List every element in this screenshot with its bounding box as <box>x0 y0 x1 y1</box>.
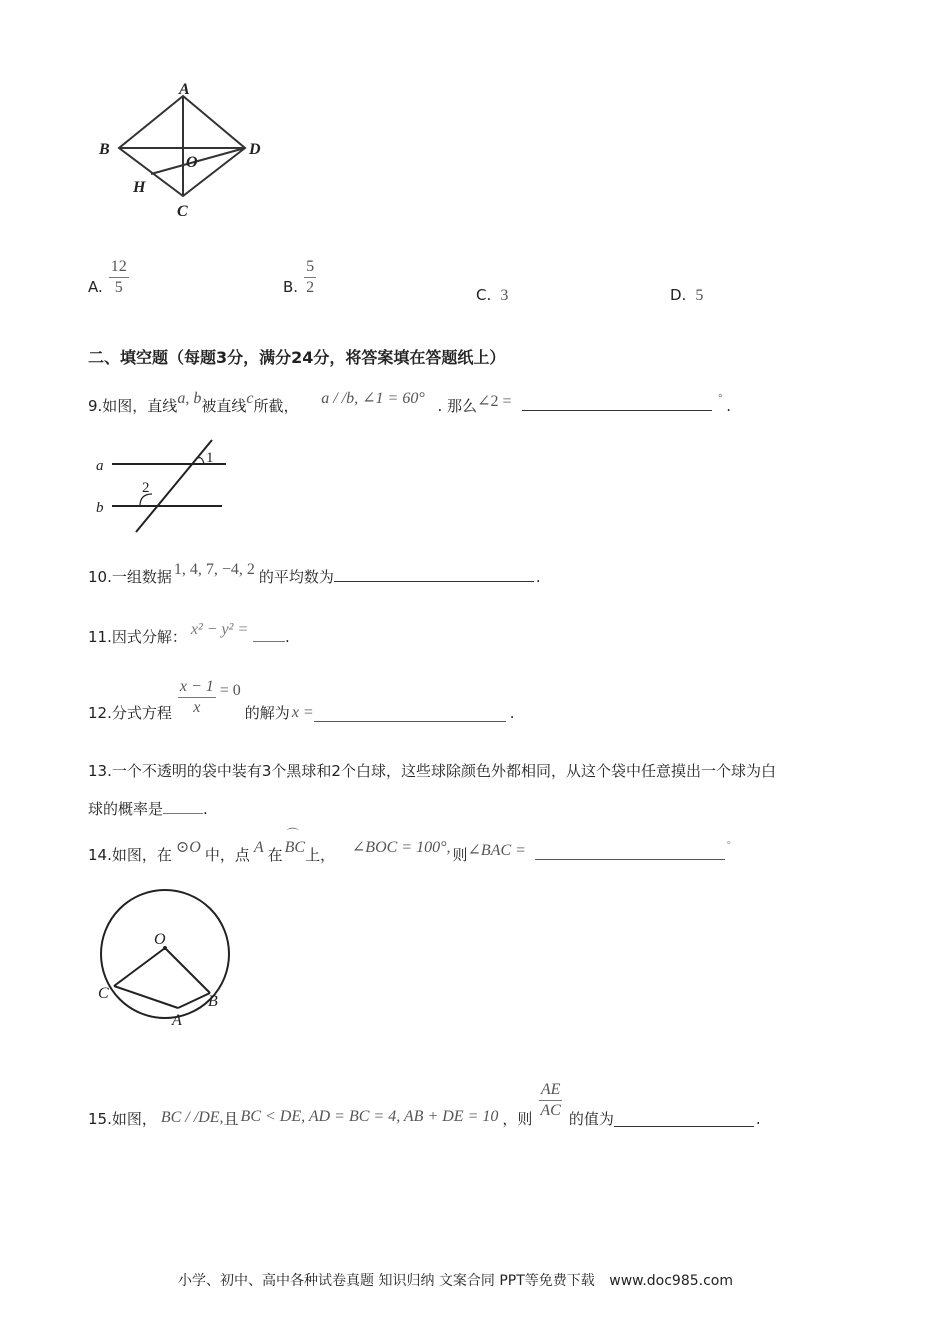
option-c-letter: C. <box>476 286 492 304</box>
answer-blank-11[interactable] <box>253 627 285 642</box>
parallel-lines-figure <box>90 436 240 536</box>
answer-blank-14[interactable] <box>535 845 725 860</box>
option-b <box>283 258 316 297</box>
label-line-b: b <box>96 500 104 516</box>
option-c <box>476 285 508 305</box>
question-15: 15.如图， BC / /DE, 且 BC < DE, AD = BC = 4, AB + DE = 10 ，则 $\frac{AE}{AC}$ 的值为 . <box>88 1081 761 1128</box>
rhombus-figure <box>95 78 275 220</box>
label-B: B <box>99 141 110 158</box>
label-B: B <box>208 993 218 1010</box>
option-a-fraction: $\frac{12}{5}$ <box>110 258 127 296</box>
footer-url[interactable]: www.doc985.com <box>609 1273 733 1289</box>
question-12: 12.分式方程 $\frac{x - 1}{x}$ = 0 的解为 x = . <box>88 678 515 722</box>
section-title: 二、填空题（每题3分，满分24分，将答案填在答题纸上） <box>88 348 506 367</box>
label-angle-1: 1 <box>206 450 214 466</box>
option-a-letter: A. <box>88 278 103 296</box>
option-d <box>670 285 703 305</box>
circle-figure <box>92 880 242 1030</box>
label-A: A <box>172 1012 182 1029</box>
label-D: D <box>249 141 261 158</box>
footer-text: 小学、初中、高中各种试卷真题 知识归纳 文案合同 PPT等免费下载 <box>178 1273 595 1289</box>
option-c-value: 3 <box>500 287 509 304</box>
option-b-fraction: $\frac{5}{2}$ <box>306 258 315 296</box>
answer-blank-13[interactable] <box>163 799 203 814</box>
fraction-ae-over-ac: $\frac{AE}{AC}$ <box>540 1081 561 1119</box>
label-O: O <box>154 931 166 948</box>
question-13-line-2: 球的概率是 . <box>88 800 208 818</box>
option-d-value: 5 <box>695 287 704 304</box>
option-a <box>88 258 129 297</box>
answer-blank-15[interactable] <box>614 1112 754 1127</box>
label-C: C <box>98 985 109 1002</box>
question-10: 10.一组数据 1, 4, 7, −4, 2 的平均数为 . <box>88 561 541 586</box>
question-11: 11.因式分解： x² − y² = . <box>88 621 290 646</box>
option-b-letter: B. <box>283 278 299 296</box>
question-13-line-1: 13.一个不透明的袋中装有3个黑球和2个白球，这些球除颜色外都相同，从这个袋中任意摸出一个球为白 <box>88 762 776 780</box>
label-O: O <box>186 154 198 171</box>
question-14: 14.如图，在 ⊙O 中，点 A 在 ⌒ BC上， ∠BOC = 100°, 则∠BAC = ° <box>88 827 731 864</box>
question-9: 9.如图，直线a, b被直线c所截， a / /b, ∠1 = 60° . 那么∠2 = ° . <box>88 390 732 415</box>
fraction-x-minus-1-over-x: $\frac{x - 1}{x}$ <box>179 678 214 716</box>
answer-blank-9[interactable] <box>522 396 712 411</box>
footer <box>178 1270 733 1290</box>
answer-blank-12[interactable] <box>314 707 506 722</box>
label-angle-2: 2 <box>142 480 150 496</box>
label-line-a: a <box>96 458 104 474</box>
arc-bc: ⌒ BC <box>284 827 306 856</box>
answer-blank-10[interactable] <box>334 567 534 582</box>
option-d-letter: D. <box>670 286 687 304</box>
label-A: A <box>179 81 190 98</box>
label-C: C <box>177 203 188 220</box>
label-H: H <box>133 179 146 196</box>
